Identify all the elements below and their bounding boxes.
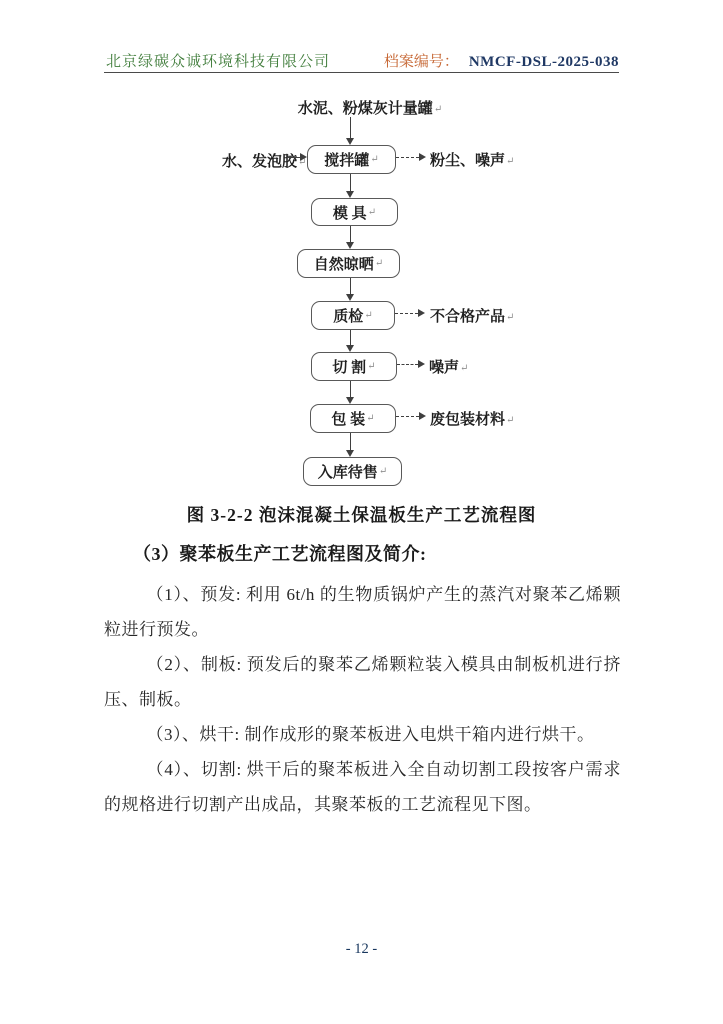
arrow-line [350, 277, 351, 294]
arrow-down-icon [346, 450, 354, 457]
annotation-text: 不合格产品 [430, 309, 506, 325]
emission-label-dust-noise [430, 149, 514, 170]
section-heading: （3）聚苯板生产工艺流程图及简介: [133, 544, 427, 564]
paragraph-4: （4）、切割: 烘干后的聚苯板进入全自动切割工段按客户需求的规格进行切割产出成品，其聚苯板的工艺流程见下图。 [104, 760, 621, 814]
box-label: 模 具 [332, 205, 367, 222]
paragraph-2: （2）、制板: 预发后的聚苯乙烯颗粒装入模具由制板机进行挤压、制板。 [104, 655, 621, 709]
annotation-text: 废包装材料 [430, 412, 506, 428]
arrow-down-icon [346, 191, 354, 198]
arrow-down-icon [346, 397, 354, 404]
box-label: 入库待售 [317, 465, 378, 481]
return-mark: ↵ [374, 258, 384, 269]
emission-label-noise [429, 356, 468, 377]
emission-label-rejects [430, 305, 514, 326]
return-mark: ↵ [506, 312, 515, 323]
return-mark: ↵ [366, 413, 375, 424]
arrow-down-icon [346, 242, 354, 249]
arrow-down-icon [346, 345, 354, 352]
flow-box-cutting [311, 352, 397, 381]
arrow-down-icon [346, 138, 354, 145]
return-mark: ↵ [367, 206, 377, 218]
return-mark: ↵ [298, 157, 307, 168]
page-number: - 12 - [345, 941, 378, 957]
flow-box-quality-check [311, 301, 395, 330]
arrow-line [350, 225, 351, 242]
arrow-right-icon [300, 153, 307, 161]
emission-label-waste-packaging [430, 408, 514, 429]
body-text [104, 577, 621, 822]
dashed-arrow-line [397, 364, 418, 365]
arrow-down-icon [346, 294, 354, 301]
return-mark: ↵ [378, 466, 388, 477]
arrow-line [350, 432, 351, 450]
return-mark: ↵ [364, 310, 373, 321]
header-archive-number [384, 50, 619, 71]
paragraph-1: （1）、预发: 利用 6t/h 的生物质锅炉产生的蒸汽对聚苯乙烯颗粒进行预发。 [104, 585, 621, 639]
arrow-line [350, 172, 351, 191]
top-label-text: 水泥、粉煤灰计量罐 [297, 101, 433, 117]
dashed-arrow-line [396, 416, 419, 417]
annotation-text: 噪声 [429, 360, 460, 376]
box-label: 质检 [333, 309, 364, 325]
archive-label: 档案编号： [383, 54, 459, 70]
return-mark: ↵ [506, 415, 515, 426]
arrow-line [287, 157, 301, 158]
arrow-right-icon [418, 360, 425, 368]
flow-box-mold [311, 198, 398, 226]
flow-box-natural-drying [297, 249, 400, 278]
return-mark: ↵ [433, 104, 443, 115]
flow-box-mixing-tank [307, 145, 396, 174]
flowchart-left-label [222, 150, 306, 171]
return-mark: ↵ [460, 363, 469, 374]
arrow-right-icon [419, 153, 426, 161]
annotation-text: 粉尘、噪声 [430, 153, 506, 169]
box-label: 切 割 [332, 360, 367, 376]
box-label: 搅拌罐 [324, 153, 370, 169]
flow-box-storage [303, 457, 402, 486]
flowchart-top-label [285, 97, 455, 118]
box-label: 自然晾晒 [313, 257, 374, 273]
arrow-line [350, 380, 351, 397]
dashed-arrow-line [395, 313, 418, 314]
left-label-text: 水、发泡胶 [222, 154, 298, 170]
box-label: 包 装 [331, 412, 366, 428]
arrow-right-icon [418, 309, 425, 317]
return-mark: ↵ [506, 156, 515, 167]
arrow-right-icon [419, 412, 426, 420]
flow-box-packaging [310, 404, 396, 433]
arrow-line [350, 117, 351, 138]
figure-caption: 图 3-2-2 泡沫混凝土保温板生产工艺流程图 [186, 505, 537, 525]
header-company-name: 北京绿碳众诚环境科技有限公司 [106, 54, 331, 70]
archive-number-value: NMCF-DSL-2025-038 [468, 54, 619, 70]
header-divider [104, 72, 619, 73]
dashed-arrow-line [396, 157, 419, 158]
return-mark: ↵ [370, 154, 379, 165]
return-mark: ↵ [367, 361, 376, 372]
arrow-line [350, 329, 351, 345]
paragraph-3: （3）、烘干: 制作成形的聚苯板进入电烘干箱内进行烘干。 [146, 725, 595, 744]
